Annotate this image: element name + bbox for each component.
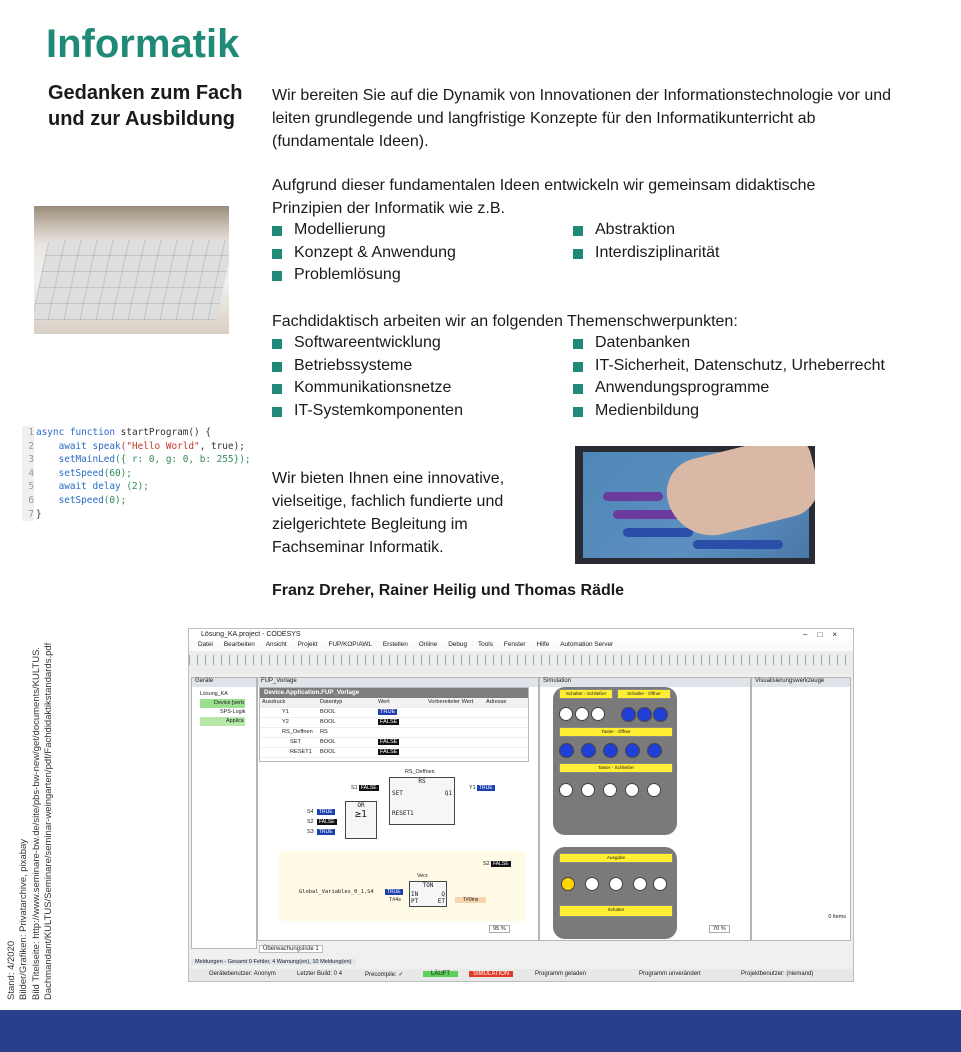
editor-tab[interactable]: FUP_Vorlage [258,678,538,687]
value-tag: TRUE [387,889,401,895]
page-title: Informatik [46,22,240,66]
cell: FALSE [380,739,398,745]
code-token: startProgram() { [115,427,211,438]
value-tag: TRUE [319,809,333,815]
block-type: RS [418,778,426,785]
variable-table [259,687,529,762]
keyboard-keys-graphic [34,240,229,320]
value-tag: T#0ms [455,897,486,903]
topics-intro: Fachdidaktisch arbeiten wir an folgenden Themenschwerpunkten: [272,313,738,330]
list-item: Softwareentwicklung [272,332,463,355]
push-button[interactable] [647,743,662,758]
credit-line: Stand: 4/2020 [6,940,17,1000]
value-tag: TRUE [479,785,493,791]
code-token: (0); [103,494,127,506]
device-tree [200,690,245,726]
block-graphic [623,528,693,537]
sim-label: Schalter [559,905,673,917]
block-type: TON [422,882,434,889]
code-snippet [22,426,251,522]
lamp-indicator [561,877,575,891]
push-button[interactable] [559,783,573,797]
cell: Y1 [282,709,289,715]
fbd-var: Global_Variables_0_1.S4 [299,889,374,895]
table-row[interactable] [260,738,528,748]
zoom-display[interactable]: 95 % [489,925,510,933]
code-token: (60); [103,467,132,479]
tablet-photo [575,446,815,564]
window-title: Lösung_KA.project - CODESYS [201,631,301,638]
items-count: 0 Items [828,914,846,920]
code-token: ({ r: 0, g: 0, b: 255}); [115,454,251,466]
menu-item[interactable]: Projekt [297,641,318,648]
messages-tab[interactable]: Meldungen - Gesamt 0 Fehler, 4 Warnung(en), 10 Meldung(en) [191,959,356,965]
code-token: setSpeed [58,467,104,479]
switch-button[interactable] [591,707,605,721]
watch-list-tab[interactable]: Überwachungsliste 1 [259,945,323,953]
rs-block[interactable] [389,777,455,825]
intro-paragraph: Wir bereiten Sie auf die Dynamik von Innovationen der Informationstechnologie vor und leiten grundlegende und langfristige Konzepte für den Informatikunterricht ab (fundamentale Ideen). [272,87,892,150]
keyboard-photo [34,206,229,334]
subtitle-line: und zur Ausbildung [48,108,236,130]
offer-line: Wir bieten Ihnen eine innovative, [272,470,505,487]
menu-item[interactable]: Debug [448,641,468,648]
status-text: Precompile: ✓ [365,972,404,978]
switch-button[interactable] [575,707,589,721]
pin-label: Q [441,891,445,898]
code-token: setSpeed [58,494,104,506]
subtitle-line: Gedanken zum Fach [48,82,243,104]
pin-label: ET [437,898,445,905]
menu-item[interactable]: Online [418,641,438,648]
push-button[interactable] [625,783,639,797]
menu-item[interactable]: Tools [477,641,493,648]
fbd-var: S2 [483,861,490,867]
lamp-indicator [653,877,667,891]
code-token: await speak [58,440,121,452]
fbd-label: Verz [417,873,428,879]
fbd-var: S2 [307,819,314,825]
menu-item[interactable]: Erstellen [382,641,408,648]
status-text: Letzter Build: 0 4 [297,971,343,977]
cell: RESET1 [290,749,312,755]
window-titlebar [189,629,853,641]
status-bar [189,969,853,981]
line-number: 5 [28,481,34,493]
status-running: LÄUFT [423,971,458,977]
tree-item[interactable]: Lösung_KA [200,691,228,697]
list-item: Konzept & Anwendung [272,242,456,265]
cell: SET [290,739,301,745]
code-token: setMainLed [58,454,116,466]
topics-list-left [272,332,463,423]
ton-block[interactable] [409,881,447,907]
value-tag: FALSE [361,785,377,791]
principles-intro: Aufgrund dieser fundamentalen Ideen entwickeln wir gemeinsam didaktische Prinzipien der Informatik wie z.B. [272,177,816,217]
image-credits [6,640,55,1000]
block-symbol: ≥1 [354,809,368,820]
simulation-tab[interactable]: Simulation [540,678,750,687]
principles-list-right [573,219,720,264]
credit-line: Bild Titelseite: http://www.seminare-bw.de/site/pbs-bw-new/get/documents/KULTUS. [30,646,42,1000]
list-item: Interdisziplinarität [573,242,720,265]
cell: BOOL [320,709,336,715]
status-simulation: SIMULATION [469,971,513,977]
zoom-display[interactable]: 70 % [709,925,730,933]
line-number: 1 [28,427,34,438]
page-subtitle [48,80,243,132]
menu-item[interactable]: Datei [198,641,213,648]
toolbar [189,651,853,675]
list-item: Abstraktion [573,219,720,242]
column-header: Wert [378,699,390,705]
status-text: Projektbenutzer: (niemand) [741,971,814,977]
switch-button[interactable] [559,707,573,721]
block-graphic [693,540,783,549]
code-token: , true); [199,440,245,452]
pane-title: Visualisierungswerkzeuge [752,678,850,687]
push-button[interactable] [581,743,596,758]
status-text: Programm unverändert [639,971,701,977]
sim-panel-outputs [553,847,677,939]
or-block[interactable] [345,801,377,839]
credit-line: Dachmandant/KULTUS/Seminare/seminar-weingarten/pdf/Fachdidaktikstandards.pdf [42,642,54,1000]
table-header [260,698,528,708]
fbd-var: S4 [307,809,314,815]
list-item: Problemlösung [272,264,456,287]
code-token: await delay [58,481,121,493]
pin-label: PT [411,898,419,905]
switch-button[interactable] [637,707,652,722]
cell: RS_Oeffnen [282,729,313,735]
pin-label: RESET1 [392,810,414,817]
push-button[interactable] [625,743,640,758]
line-numbers [22,426,34,521]
table-row[interactable] [260,748,528,758]
menu-item[interactable]: Fenster [503,641,526,648]
menu-item[interactable]: FUP/KOP/AWL [328,641,372,648]
list-item: Datenbanken [573,332,885,355]
push-button[interactable] [581,783,595,797]
status-text: Programm geladen [535,971,587,977]
pin-label: IN [411,891,419,898]
codesys-screenshot [188,628,854,982]
list-item: Kommunikationsnetze [272,377,463,400]
table-row[interactable] [260,728,528,738]
tree-item[interactable]: Applica [200,717,245,726]
list-item: Betriebssysteme [272,355,463,378]
push-button[interactable] [603,743,618,758]
column-header: Adresse [486,699,507,705]
sim-label: Taster - Öffner [559,727,673,737]
push-button[interactable] [559,743,574,758]
code-token: async function [36,427,116,438]
value-tag: FALSE [493,861,509,867]
line-number: 6 [28,494,34,506]
column-header: Ausdruck [262,699,286,705]
code-token: (2); [120,481,149,493]
code-source [36,426,251,521]
sim-label: Ausgabe [559,853,673,863]
offer-line: Fachseminar Informatik. [272,539,444,556]
menu-item[interactable]: Bearbeiten [223,641,255,648]
code-token: } [36,508,42,520]
fbd-label: RS_Oeffnen [405,769,435,775]
code-token: ("Hello World" [120,440,200,452]
cell: FALSE [380,749,398,755]
menu-item[interactable]: Automation Server [560,641,614,648]
fbd-network-1 [279,767,525,847]
list-item: Anwendungsprogramme [573,377,885,400]
cell: TRUE [380,709,396,715]
menu-bar [189,641,853,651]
list-item: IT-Systemkomponenten [272,400,463,423]
column-header: Datentyp [320,699,343,705]
switch-button[interactable] [621,707,636,722]
list-item: IT-Sicherheit, Datenschutz, Urheberrecht [573,355,885,378]
topics-list-right [573,332,885,423]
status-text: Gerätebenutzer: Anonym [209,971,276,977]
switch-button[interactable] [653,707,668,722]
window-controls: –□× [803,630,847,639]
list-item: Modellierung [272,219,456,242]
line-number: 4 [28,467,34,479]
devices-pane [191,677,257,949]
block-type: OR [357,802,365,809]
cell: BOOL [320,739,336,745]
lamp-indicator [585,877,599,891]
footer-band [0,1010,961,1052]
fbd-network-2 [279,851,525,921]
value-tag: FALSE [319,819,335,825]
cell: FALSE [380,719,398,725]
sim-label: Taster - Schließer [559,763,673,773]
table-row[interactable] [260,708,528,718]
table-row[interactable] [260,718,528,728]
table-title: Device.Application.FUP_Vorlage [260,688,528,698]
lamp-indicator [633,877,647,891]
visualization-tools-pane [751,677,851,941]
cell: RS [320,729,328,735]
line-number: 2 [28,440,34,452]
fbd-var: S1 [351,785,358,791]
pin-label: SET [392,790,403,797]
tree-item[interactable]: Device [verb [200,699,245,708]
authors: Franz Dreher, Rainer Heilig und Thomas Rädle [272,582,625,599]
credit-line: Bilder/Grafiken: Privatarchive, pixabay [18,838,30,1000]
pin-label: Q1 [444,790,452,797]
cell: BOOL [320,719,336,725]
sim-label: Schalter - Öffner [617,689,671,699]
cell: BOOL [320,749,336,755]
line-number: 3 [28,454,34,466]
principles-list-left [272,219,456,287]
column-header: Vorbereiteter Wert [428,699,474,705]
cell: Y2 [282,719,289,725]
offer-line: zielgerichtete Begleitung im [272,516,468,533]
push-button[interactable] [603,783,617,797]
tree-item[interactable]: SPS-Logik [220,709,246,715]
list-item: Medienbildung [573,400,885,423]
block-graphic [603,492,663,501]
menu-item[interactable]: Hilfe [536,641,550,648]
offer-paragraph [272,467,552,559]
value-tag: TRUE [319,829,333,835]
lamp-indicator [609,877,623,891]
pane-title: Geräte [192,678,256,687]
fbd-var: S3 [307,829,314,835]
fbd-var: Y1 [469,785,476,791]
line-number: 7 [28,508,34,520]
push-button[interactable] [647,783,661,797]
fbd-var: T#4s [389,897,401,903]
sim-panel-inputs [553,687,677,835]
offer-line: vielseitige, fachlich fundierte und [272,493,504,510]
menu-item[interactable]: Ansicht [265,641,287,648]
sim-label: Schalter - Schließer [559,689,613,699]
